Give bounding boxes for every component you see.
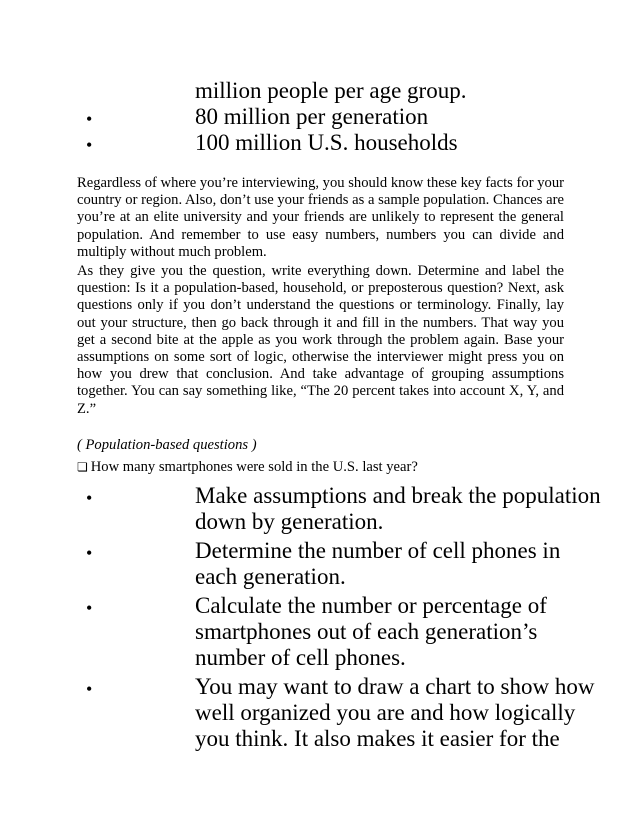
list-item-text: million people per age group. xyxy=(195,78,467,103)
bullet: • xyxy=(86,488,93,508)
list-item-line: each generation. xyxy=(195,564,346,589)
list-item xyxy=(0,483,638,535)
list-item-line: well organized you are and how logically xyxy=(195,700,576,725)
bullet: • xyxy=(86,679,93,699)
list-item xyxy=(0,538,638,590)
list-item-line: smartphones out of each generation’s xyxy=(195,619,538,644)
question-line xyxy=(77,459,418,476)
bullet: • xyxy=(86,598,93,618)
list-item xyxy=(0,78,638,104)
list-item xyxy=(0,130,638,156)
paragraph-line: how you drew that conclusion. And take advantage of grouping assumptions xyxy=(77,366,564,383)
list-item-text: 100 million U.S. households xyxy=(195,130,458,155)
paragraph-line: Regardless of where you’re interviewing, you should know these key facts for xyxy=(77,175,534,191)
checkbox-icon: ❏ xyxy=(77,460,88,474)
list-item xyxy=(0,104,638,130)
list-item-line: down by generation. xyxy=(195,509,384,534)
paragraph-line: Z.” xyxy=(77,400,97,417)
paragraph-line: together. You can say something like, “The 20 percent takes into account X, Y, and xyxy=(77,383,564,400)
bullet: • xyxy=(86,543,93,563)
list-item-line: Make assumptions and break the population xyxy=(195,483,601,508)
section-heading: ( Population-based questions ) xyxy=(77,437,257,453)
top-bullet-list xyxy=(0,75,638,156)
list-item-line: number of cell phones. xyxy=(195,645,406,670)
list-item-line: Determine the number of cell phones in xyxy=(195,538,561,563)
list-item-text: 80 million per generation xyxy=(195,104,429,129)
list-item-line: you think. It also makes it easier for the xyxy=(195,726,560,751)
paragraph-line: assumptions on some sort of logic, otherwise the interviewer might press you on xyxy=(77,349,564,366)
paragraph-line: your country or region. Also, don’t use your friends as a sample population. xyxy=(77,175,564,209)
list-item xyxy=(0,593,638,671)
paragraph-line: the general population. And remember to use easy numbers, numbers you can xyxy=(77,209,564,243)
paragraph-line: question: Is it a population-based, household, or preposterous question? Next, ask xyxy=(77,280,564,297)
bullet: • xyxy=(86,135,93,155)
paragraph-line: out your structure, then go back through it and fill in the numbers. That way you get xyxy=(77,314,564,348)
paragraph-line: Chances are you’re at an elite university and your friends are unlikely to represent xyxy=(77,192,564,226)
paragraph-key-facts xyxy=(77,175,564,261)
question-text: How many smartphones were sold in the U.S. last year? xyxy=(90,459,418,475)
list-item-line: Calculate the number or percentage of xyxy=(195,593,547,618)
paragraph-write-everything-down xyxy=(77,263,564,418)
paragraph-line: divide and multiply without much problem. xyxy=(77,226,565,260)
paragraph-line: a second bite at the apple as you work through the problem again. Base your xyxy=(99,331,564,348)
paragraph-line: As they give you the question, write everything down. Determine and label the xyxy=(77,263,564,279)
bullet: • xyxy=(86,109,93,129)
paragraph-line: questions only if you don’t understand the questions or terminology. Finally, lay xyxy=(77,297,564,314)
list-item xyxy=(0,674,638,752)
steps-bullet-list xyxy=(0,483,638,752)
list-item-line: You may want to draw a chart to show how xyxy=(195,674,595,699)
